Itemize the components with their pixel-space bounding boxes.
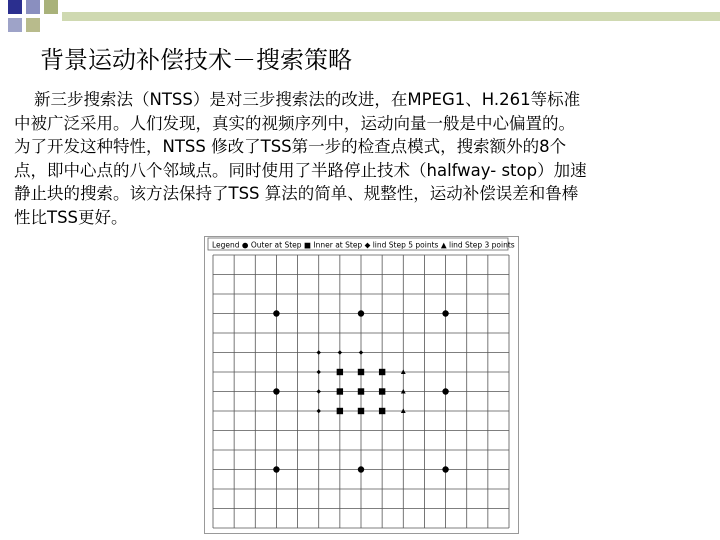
- search-grid-diagram: [204, 236, 519, 534]
- inner-point-marker: [337, 369, 343, 375]
- decor-square: [8, 0, 22, 14]
- outer-point-marker: [358, 466, 364, 472]
- body-line: 静止块的搜索。该方法保持了TSS 算法的简单、规整性，运动补偿误差和鲁棒: [14, 184, 579, 203]
- outer-point-marker: [273, 466, 279, 472]
- inner-point-marker: [379, 408, 385, 414]
- outer-point-marker: [442, 466, 448, 472]
- body-line: 新三步搜索法（NTSS）是对三步搜索法的改进，在MPEG1、H.261等标准: [34, 90, 581, 109]
- slide-title: 背景运动补偿技术－搜索策略: [40, 46, 352, 74]
- outer-point-marker: [273, 310, 279, 316]
- legend-text: Legend ● Outer at Step ■ Inner at Step ◆ lind Step 5 points ▲ lind Step 3 points: [212, 240, 515, 250]
- decor-square: [26, 0, 40, 14]
- inner-point-marker: [337, 388, 343, 394]
- body-paragraph: [14, 88, 714, 229]
- decor-square: [26, 18, 40, 32]
- inner-point-marker: [358, 388, 364, 394]
- body-line: 中被广泛采用。人们发现，真实的视频序列中，运动向量一般是中心偏置的。: [14, 113, 575, 133]
- body-line: 性比TSS更好。: [14, 207, 128, 227]
- decor-square: [8, 18, 22, 32]
- inner-point-marker: [358, 408, 364, 414]
- inner-point-marker: [379, 369, 385, 375]
- outer-point-marker: [273, 388, 279, 394]
- ntss-search-pattern-figure: [204, 236, 519, 534]
- decor-square: [44, 0, 58, 14]
- body-line: 为了开发这种特性，NTSS 修改了TSS第一步的检查点模式，搜索额外的8个: [14, 137, 567, 156]
- inner-point-marker: [337, 408, 343, 414]
- body-line: 点，即中心点的八个邻域点。同时使用了半路停止技术（halfway- stop）加速: [14, 160, 587, 180]
- outer-point-marker: [442, 388, 448, 394]
- header-rule: [62, 12, 720, 21]
- inner-point-marker: [379, 388, 385, 394]
- outer-point-marker: [442, 310, 448, 316]
- inner-point-marker: [358, 369, 364, 375]
- outer-point-marker: [358, 310, 364, 316]
